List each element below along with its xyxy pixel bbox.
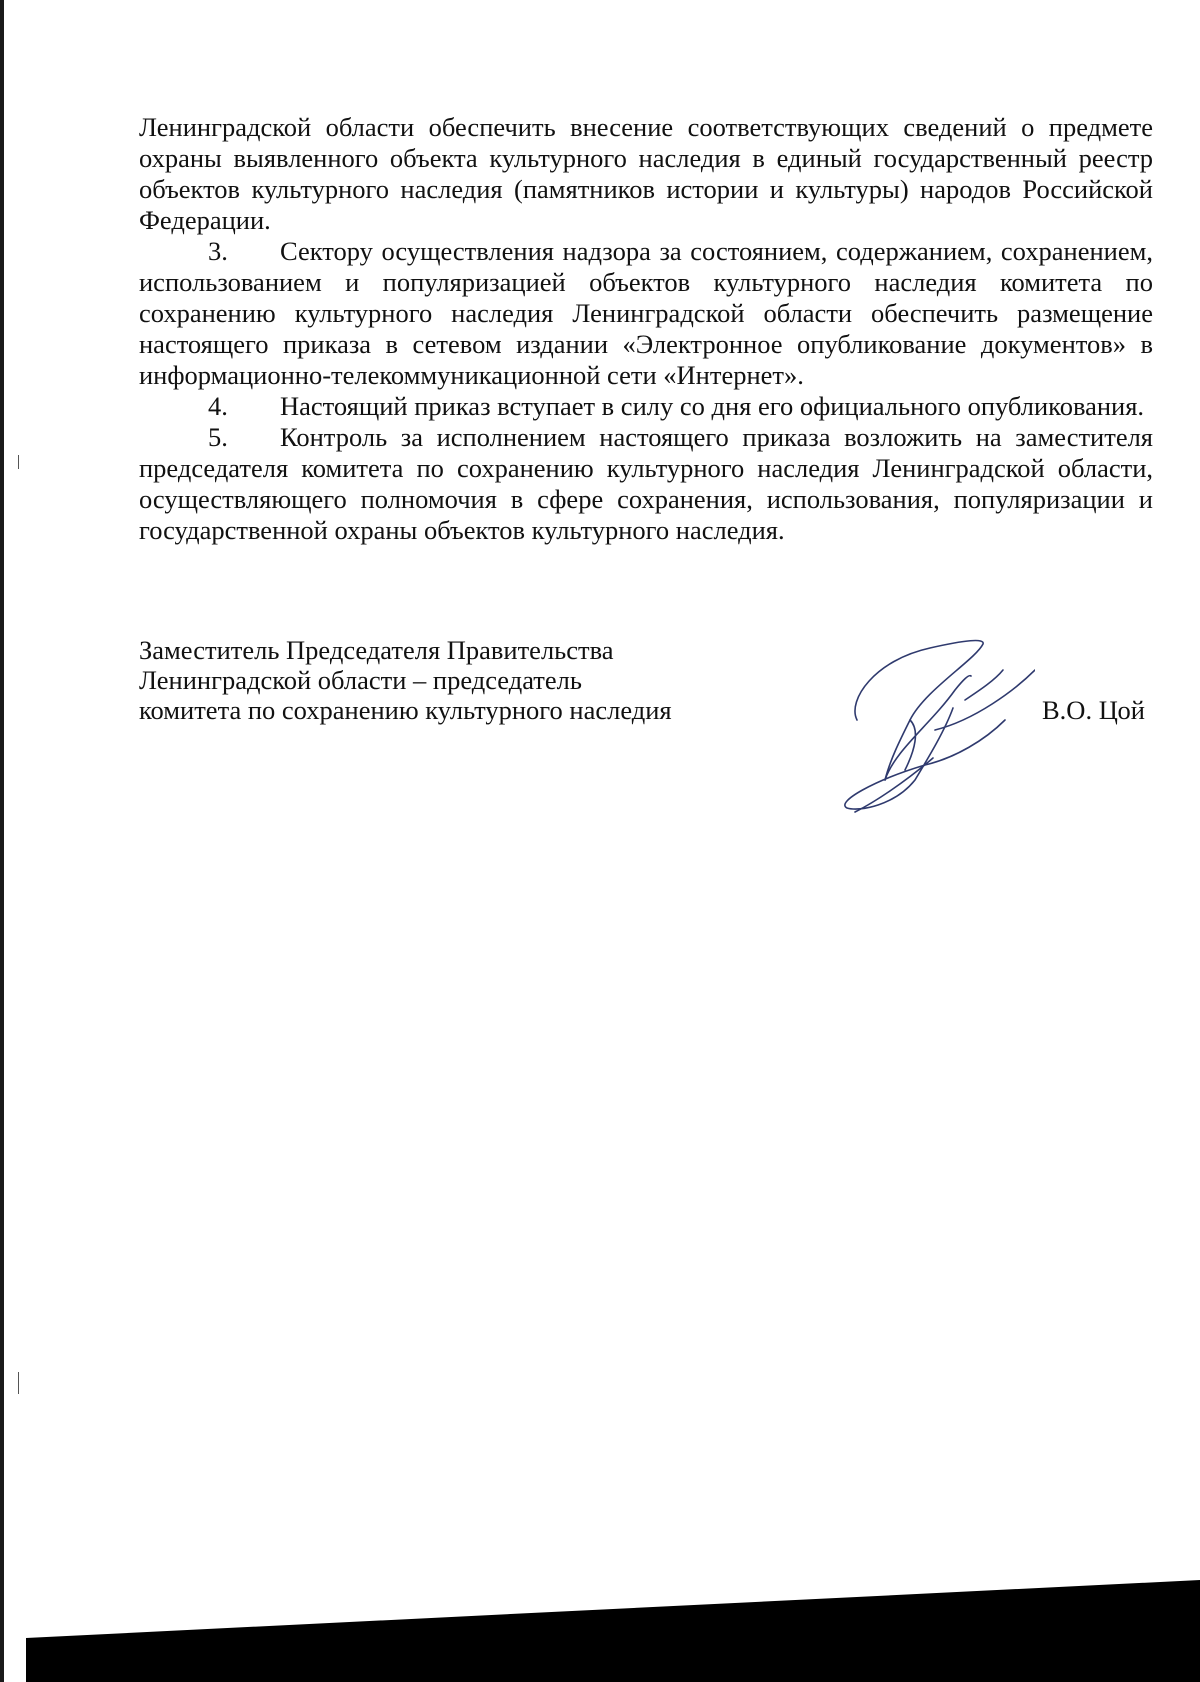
paragraph-item-4 — [139, 391, 1153, 422]
paragraph-number: 4. — [208, 391, 228, 421]
signatory-position — [139, 635, 672, 725]
paragraph-text: Контроль за исполнением настоящего приказа возложить на заместителя председателя комитета по сохранению культурного наследия Ленинградской области, осуществляющего полномочия в сфере сохранения, использования, популяризации и государственной охраны объектов культурного наследия. — [139, 422, 1153, 545]
signatory-position-line: Заместитель Председателя Правительства — [139, 635, 614, 665]
signatory-name: В.О. Цой — [1042, 695, 1145, 725]
paragraph-item-3 — [139, 236, 1153, 391]
scan-artifact-mark — [18, 1372, 19, 1394]
scan-artifact-mark — [18, 455, 19, 469]
paragraph-number: 3. — [208, 236, 228, 266]
signatory-position-line: комитета по сохранению культурного наследия — [139, 695, 672, 725]
document-body — [139, 112, 1153, 546]
paragraph-text: Настоящий приказ вступает в силу со дня его официального опубликования. — [280, 391, 1145, 421]
handwritten-signature — [835, 630, 1035, 820]
paragraph-text: Ленинградской области обеспечить внесение соответствующих сведений о предмете охраны выявленного объекта культурного наследия в единый государственный реестр объектов культурного наследия (памятников истории и культуры) народов Российской Федерации. — [139, 112, 1153, 235]
paragraph-number: 5. — [208, 422, 228, 452]
paragraph-continuation — [139, 112, 1153, 236]
scan-left-edge — [0, 0, 4, 1682]
paragraph-text: Сектору осуществления надзора за состоянием, содержанием, сохранением, использованием и популяризацией объектов культурного наследия комитета по сохранению культурного наследия Ленинградской области обеспечить размещение настоящего приказа в сетевом издании «Электронное опубликование документов» в информационно-телекоммуникационной сети «Интернет». — [139, 236, 1153, 390]
signatory-position-line: Ленинградской области – председатель — [139, 665, 582, 695]
scan-bottom-black-bar — [0, 1572, 1200, 1682]
paragraph-item-5 — [139, 422, 1153, 546]
